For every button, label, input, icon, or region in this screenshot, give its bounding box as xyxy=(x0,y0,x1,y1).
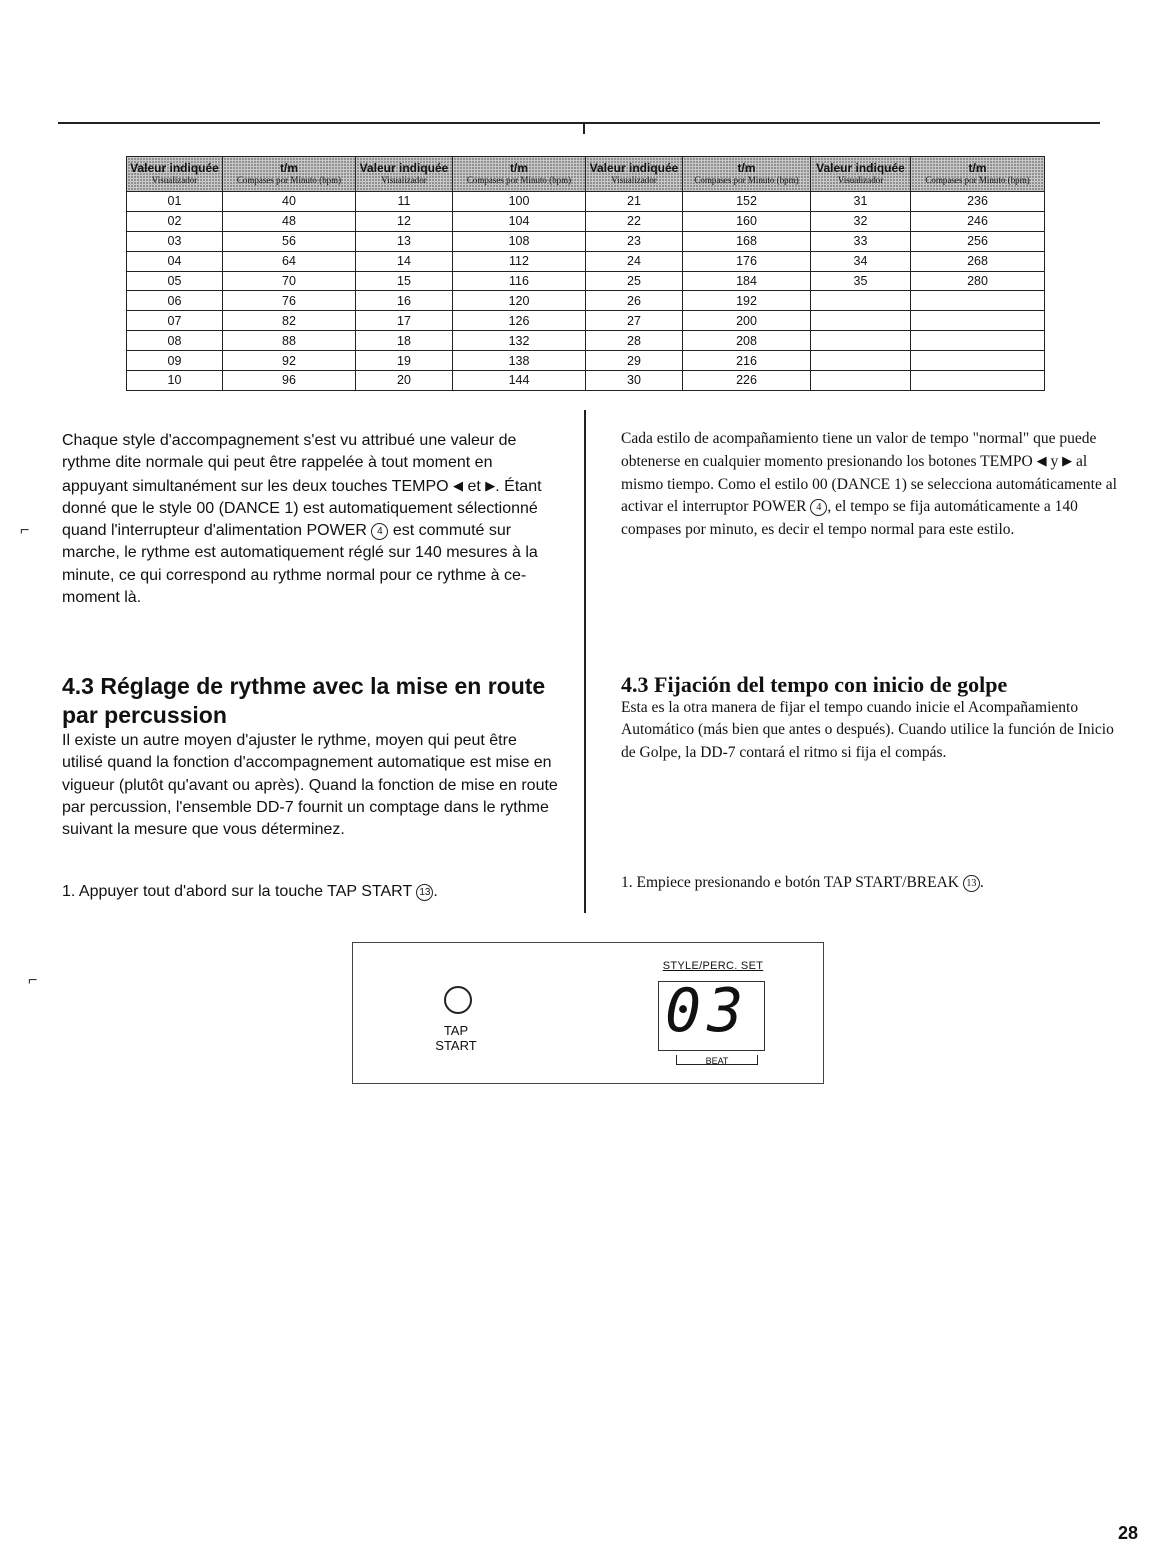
page-number: 28 xyxy=(1118,1523,1139,1543)
table-cell: 11 xyxy=(356,192,453,212)
table-cell: 23 xyxy=(586,231,683,251)
table-cell: 70 xyxy=(223,271,356,291)
table-cell xyxy=(911,291,1045,311)
tap-start-button-icon xyxy=(444,986,472,1014)
top-rule-tick xyxy=(583,122,585,134)
fr-section-heading: 4.3 Réglage de rythme avec la mise en route par percussion xyxy=(62,673,546,728)
fr-paragraph-tap-start: Il existe un autre moyen d'ajuster le rythme, moyen qui peut être utilisé quand la fonction d'accompagnement automatique est mise en vigueur (plutôt qu'avant ou après). Quand la fonction de mise en route par percussion, l'ensemble DD-7 fournit un comptage dans le rythme suivant la mesure que vous déterminez. xyxy=(62,732,558,839)
table-cell xyxy=(811,291,911,311)
power-number-icon: 4 xyxy=(371,523,388,540)
table-cell: 116 xyxy=(453,271,586,291)
display-value: 03 xyxy=(665,976,750,1046)
table-row xyxy=(127,192,1045,212)
table-cell: 236 xyxy=(911,192,1045,212)
table-row xyxy=(127,271,1045,291)
table-cell xyxy=(911,371,1045,391)
table-cell: 29 xyxy=(586,351,683,371)
margin-mark: ⌐ xyxy=(28,972,38,989)
table-cell: 04 xyxy=(127,251,223,271)
table-row xyxy=(127,311,1045,331)
left-arrow-icon: ◀ xyxy=(453,477,464,493)
table-row xyxy=(127,291,1045,311)
left-arrow-icon: ◀ xyxy=(1036,453,1047,469)
table-cell xyxy=(811,351,911,371)
table-row xyxy=(127,351,1045,371)
table-cell: 76 xyxy=(223,291,356,311)
table-cell: 20 xyxy=(356,371,453,391)
table-row xyxy=(127,211,1045,231)
control-panel-illustration xyxy=(352,942,824,1084)
table-row xyxy=(127,231,1045,251)
header-cell: t/m Compases por Minuto (bpm) xyxy=(223,157,356,192)
lcd-display xyxy=(658,976,765,1051)
table-cell: 34 xyxy=(811,251,911,271)
table-cell: 32 xyxy=(811,211,911,231)
table-cell: 08 xyxy=(127,331,223,351)
header-cell: t/m Compases por Minuto (bpm) xyxy=(911,157,1045,192)
tempo-table-header xyxy=(127,157,1045,192)
table-cell: 126 xyxy=(453,311,586,331)
table-cell: 18 xyxy=(356,331,453,351)
table-cell: 17 xyxy=(356,311,453,331)
table-cell xyxy=(811,371,911,391)
table-cell: 200 xyxy=(683,311,811,331)
header-cell: Valeur indiquée Visualizador xyxy=(127,157,223,192)
table-row xyxy=(127,371,1045,391)
header-cell: t/m Compases por Minuto (bpm) xyxy=(683,157,811,192)
table-cell: 246 xyxy=(911,211,1045,231)
header-cell: t/m Compases por Minuto (bpm) xyxy=(453,157,586,192)
table-cell: 02 xyxy=(127,211,223,231)
table-cell: 64 xyxy=(223,251,356,271)
table-cell: 56 xyxy=(223,231,356,251)
table-cell: 226 xyxy=(683,371,811,391)
header-cell: Valeur indiquée Visualizador xyxy=(356,157,453,192)
tempo-table xyxy=(126,156,1045,391)
table-cell: 31 xyxy=(811,192,911,212)
es-step-1: 1. Empiece presionando e botón TAP START/BREAK 13 . xyxy=(621,874,984,891)
table-cell xyxy=(911,351,1045,371)
style-perc-set-label: STYLE/PERC. SET xyxy=(662,960,764,972)
table-cell: 15 xyxy=(356,271,453,291)
table-cell: 88 xyxy=(223,331,356,351)
table-cell: 192 xyxy=(683,291,811,311)
tap-number-icon: 13 xyxy=(416,884,433,901)
table-cell: 30 xyxy=(586,371,683,391)
tap-number-icon: 13 xyxy=(963,875,980,892)
beat-label: BEAT xyxy=(676,1055,758,1065)
power-number-icon: 4 xyxy=(810,499,827,516)
table-cell: 120 xyxy=(453,291,586,311)
right-arrow-icon: ▶ xyxy=(1062,453,1073,469)
es-section-heading: 4.3 Fijación del tempo con inicio de golpe xyxy=(621,672,1008,697)
table-cell: 35 xyxy=(811,271,911,291)
fr-paragraph-normal-tempo: Chaque style d'accompagnement s'est vu attribué une valeur de rythme dite normale qui peut être rappelée à tout moment en appuyant simultanément sur les deux touches TEMPO ◀ et ▶. Étant donné que le style 00 (DANCE 1) est automatiquement sélectionné quand l'interrupteur d'alimentation POWER 4 est commuté sur marche, le rythme est automatiquement réglé sur 140 mesures à la minute, ce qui correspond au rythme normal pour ce rythme à ce-moment là. xyxy=(62,432,542,607)
column-divider xyxy=(584,410,586,913)
header-cell: Valeur indiquée Visualizador xyxy=(811,157,911,192)
tempo-table-body xyxy=(127,192,1045,391)
table-cell: 33 xyxy=(811,231,911,251)
table-cell: 92 xyxy=(223,351,356,371)
table-cell: 152 xyxy=(683,192,811,212)
table-cell: 216 xyxy=(683,351,811,371)
table-cell: 280 xyxy=(911,271,1045,291)
table-cell xyxy=(811,331,911,351)
table-cell: 168 xyxy=(683,231,811,251)
table-cell: 06 xyxy=(127,291,223,311)
table-cell: 21 xyxy=(586,192,683,212)
table-cell xyxy=(911,311,1045,331)
table-cell: 82 xyxy=(223,311,356,331)
table-cell: 24 xyxy=(586,251,683,271)
table-cell: 96 xyxy=(223,371,356,391)
table-cell: 25 xyxy=(586,271,683,291)
table-cell: 268 xyxy=(911,251,1045,271)
table-row xyxy=(127,251,1045,271)
table-cell xyxy=(811,311,911,331)
table-cell: 112 xyxy=(453,251,586,271)
table-row xyxy=(127,331,1045,351)
table-cell: 138 xyxy=(453,351,586,371)
table-cell: 184 xyxy=(683,271,811,291)
table-cell: 03 xyxy=(127,231,223,251)
header-cell: Valeur indiquée Visualizador xyxy=(586,157,683,192)
table-cell: 256 xyxy=(911,231,1045,251)
tap-start-label: TAP START xyxy=(435,1023,477,1053)
table-cell: 07 xyxy=(127,311,223,331)
table-cell: 100 xyxy=(453,192,586,212)
table-cell: 28 xyxy=(586,331,683,351)
table-cell: 208 xyxy=(683,331,811,351)
table-cell: 19 xyxy=(356,351,453,371)
table-cell: 27 xyxy=(586,311,683,331)
table-cell: 09 xyxy=(127,351,223,371)
table-cell: 176 xyxy=(683,251,811,271)
fr-step-1: 1. Appuyer tout d'abord sur la touche TAP START 13 . xyxy=(62,883,438,900)
table-cell: 160 xyxy=(683,211,811,231)
es-paragraph-tap-start: Esta es la otra manera de fijar el tempo cuando inicie el Acompañamiento Automático (más bien que antes o después). Cuando utilice la función de Inicio de Golpe, la DD-7 contará el ritmo si fija el compás. xyxy=(621,699,1114,761)
table-cell: 12 xyxy=(356,211,453,231)
table-cell: 132 xyxy=(453,331,586,351)
table-cell: 40 xyxy=(223,192,356,212)
table-cell: 108 xyxy=(453,231,586,251)
es-paragraph-normal-tempo: Cada estilo de acompañamiento tiene un valor de tempo "normal" que puede obtenerse en cualquier momento presionando los botones TEMPO ◀ y ▶ al mismo tiempo. Como el estilo 00 (DANCE 1) se selecciona automáticamente al activar el interruptor POWER 4 , el tempo se fija automáticamente a 140 compases por minuto, es decir el tempo normal para este estilo. xyxy=(621,430,1117,538)
top-rule xyxy=(58,122,1100,124)
table-cell: 13 xyxy=(356,231,453,251)
table-cell: 14 xyxy=(356,251,453,271)
table-cell: 05 xyxy=(127,271,223,291)
table-cell: 104 xyxy=(453,211,586,231)
margin-mark: ⌐ xyxy=(20,522,30,539)
table-cell: 16 xyxy=(356,291,453,311)
table-cell: 48 xyxy=(223,211,356,231)
table-cell: 22 xyxy=(586,211,683,231)
table-cell: 26 xyxy=(586,291,683,311)
table-cell: 01 xyxy=(127,192,223,212)
table-cell: 144 xyxy=(453,371,586,391)
table-cell: 10 xyxy=(127,371,223,391)
right-arrow-icon: ▶ xyxy=(485,477,496,493)
table-cell xyxy=(911,331,1045,351)
